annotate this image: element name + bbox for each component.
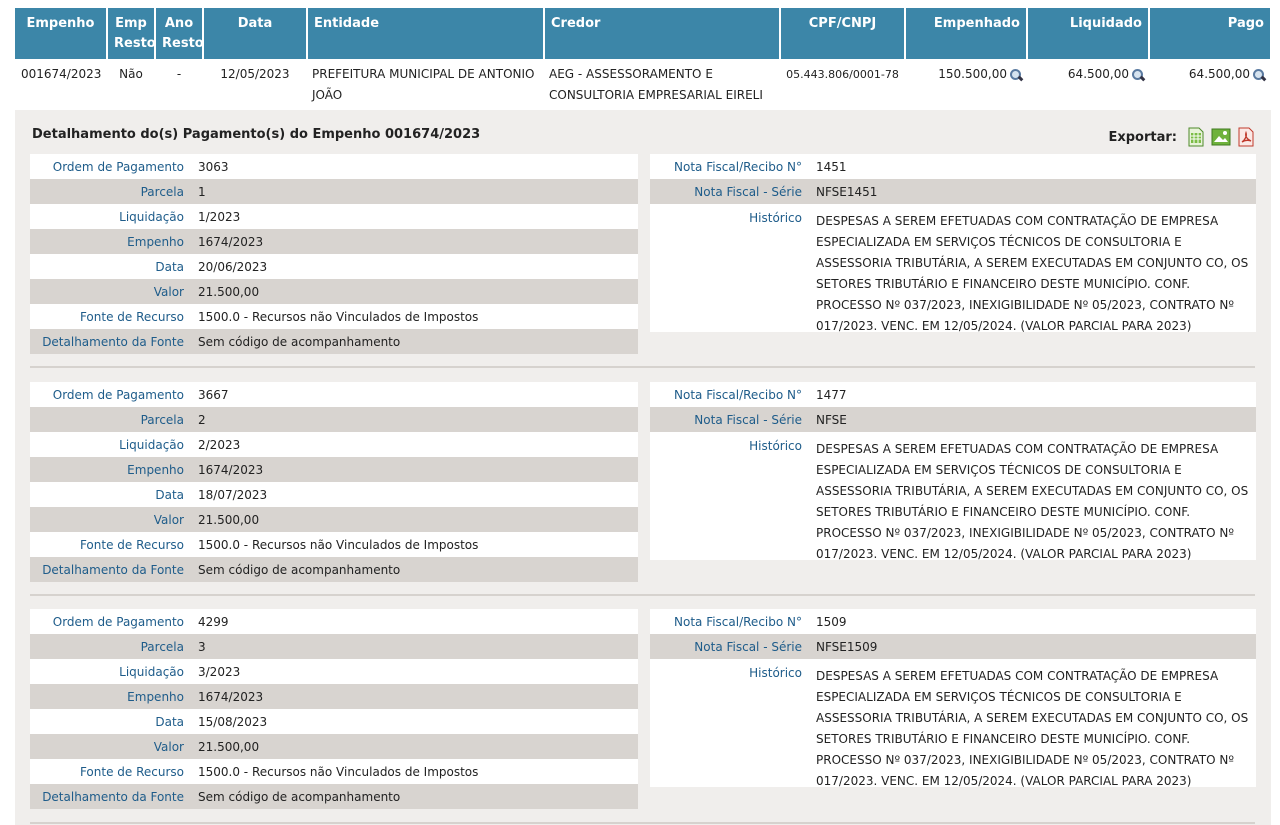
value-ordem: 3667: [198, 387, 229, 402]
cell-empenhado: [905, 59, 1027, 107]
list-item: [30, 659, 638, 684]
list-item: [30, 382, 638, 407]
value-detalhamento: Sem código de acompanhamento: [198, 562, 401, 577]
list-item: [650, 634, 1256, 659]
list-item: [650, 204, 1256, 332]
label-data: Data: [155, 259, 184, 274]
cell-credor: AEG - ASSESSORAMENTO E CONSULTORIA EMPRESARIAL EIRELI: [549, 67, 763, 102]
value-empenho: 1674/2023: [198, 689, 264, 704]
label-parcela: Parcela: [140, 639, 184, 654]
list-item: [30, 229, 638, 254]
value-detalhamento: Sem código de acompanhamento: [198, 334, 401, 349]
label-data: Data: [155, 487, 184, 502]
list-item: [650, 659, 1256, 787]
header-pago[interactable]: Pago: [1149, 8, 1270, 59]
cell-empenho: 001674/2023: [21, 67, 102, 81]
magnifier-icon[interactable]: [1132, 69, 1144, 81]
value-ordem: 4299: [198, 614, 229, 629]
label-detalhamento: Detalhamento da Fonte: [42, 562, 184, 577]
header-cpf-cnpj[interactable]: CPF/CNPJ: [780, 8, 905, 59]
value-liquidacao: 2/2023: [198, 437, 241, 452]
list-item: [30, 609, 638, 634]
block-divider: [30, 594, 1255, 596]
empenho-summary-table: [15, 8, 1270, 107]
label-ordem: Ordem de Pagamento: [52, 387, 184, 402]
list-item: [650, 154, 1256, 179]
value-serie: NFSE1451: [816, 184, 878, 199]
header-empenho[interactable]: Empenho: [15, 8, 107, 59]
label-valor: Valor: [153, 284, 184, 299]
value-historico: DESPESAS A SEREM EFETUADAS COM CONTRATAÇÃO DE EMPRESA ESPECIALIZADA EM SERVIÇOS TÉCNICOS DE CONSULTORIA E ASSESSORIA TRIBUTÁRIA, A SEREM EXECUTADAS EM CONJUNTO CO, OS SETORES TRIBUTÁRIO E FINANCEIRO DESTE MUNICÍPIO. CONF. PROCESSO Nº 037/2023, INEXIGIBILIDADE Nº 05/2023, CONTRATO Nº 017/2023. VENC. EM 12/05/2024. (VALOR PARCIAL PARA 2023): [816, 214, 1249, 333]
label-parcela: Parcela: [140, 184, 184, 199]
label-liquidacao: Liquidação: [119, 664, 184, 679]
label-liquidacao: Liquidação: [119, 209, 184, 224]
value-ordem: 3063: [198, 159, 229, 174]
list-item: [30, 179, 638, 204]
list-item: [30, 784, 638, 809]
value-liquidacao: 1/2023: [198, 209, 241, 224]
payment-info: [30, 609, 638, 809]
list-item: [30, 507, 638, 532]
cell-cpf-cnpj: 05.443.806/0001-78: [786, 68, 899, 81]
value-detalhamento: Sem código de acompanhamento: [198, 789, 401, 804]
label-nota: Nota Fiscal/Recibo N°: [674, 387, 802, 402]
value-fonte: 1500.0 - Recursos não Vinculados de Impostos: [198, 309, 479, 324]
list-item: [30, 154, 638, 179]
list-item: [30, 407, 638, 432]
list-item: [30, 457, 638, 482]
list-item: [650, 179, 1256, 204]
header-ano-resto[interactable]: Ano Resto: [155, 8, 203, 59]
label-valor: Valor: [153, 512, 184, 527]
value-serie: NFSE1509: [816, 639, 878, 654]
list-item: [30, 532, 638, 557]
label-detalhamento: Detalhamento da Fonte: [42, 334, 184, 349]
payment-info: [30, 382, 638, 582]
value-serie: NFSE: [816, 412, 847, 427]
header-empenhado[interactable]: Empenhado: [905, 8, 1027, 59]
label-fonte: Fonte de Recurso: [79, 764, 184, 779]
invoice-info: [650, 382, 1256, 560]
label-fonte: Fonte de Recurso: [79, 537, 184, 552]
panel-title: Detalhamento do(s) Pagamento(s) do Empenho 001674/2023: [32, 127, 481, 142]
block-divider: [30, 822, 1255, 824]
header-emp-resto[interactable]: Emp Resto: [107, 8, 155, 59]
label-detalhamento: Detalhamento da Fonte: [42, 789, 184, 804]
value-data: 15/08/2023: [198, 714, 268, 729]
liquidado-value: 64.500,00: [1067, 67, 1129, 81]
value-nota: 1509: [816, 614, 847, 629]
label-nota: Nota Fiscal/Recibo N°: [674, 159, 802, 174]
value-liquidacao: 3/2023: [198, 664, 241, 679]
value-parcela: 2: [198, 412, 206, 427]
pdf-icon[interactable]: [1237, 127, 1255, 147]
value-fonte: 1500.0 - Recursos não Vinculados de Impostos: [198, 764, 479, 779]
list-item: [30, 254, 638, 279]
image-icon[interactable]: [1211, 127, 1231, 147]
value-historico: DESPESAS A SEREM EFETUADAS COM CONTRATAÇÃO DE EMPRESA ESPECIALIZADA EM SERVIÇOS TÉCNICOS DE CONSULTORIA E ASSESSORIA TRIBUTÁRIA, A SEREM EXECUTADAS EM CONJUNTO CO, OS SETORES TRIBUTÁRIO E FINANCEIRO DESTE MUNICÍPIO. CONF. PROCESSO Nº 037/2023, INEXIGIBILIDADE Nº 05/2023, CONTRATO Nº 017/2023. VENC. EM 12/05/2024. (VALOR PARCIAL PARA 2023): [816, 442, 1249, 561]
value-nota: 1477: [816, 387, 847, 402]
list-item: [650, 382, 1256, 407]
header-liquidado[interactable]: Liquidado: [1027, 8, 1149, 59]
empenhado-value: 150.500,00: [938, 67, 1007, 81]
block-divider: [30, 366, 1255, 368]
list-item: [30, 432, 638, 457]
label-ordem: Ordem de Pagamento: [52, 159, 184, 174]
label-serie: Nota Fiscal - Série: [694, 184, 802, 199]
value-valor: 21.500,00: [198, 739, 260, 754]
list-item: [650, 609, 1256, 634]
label-liquidacao: Liquidação: [119, 437, 184, 452]
list-item: [30, 329, 638, 354]
list-item: [30, 557, 638, 582]
label-empenho: Empenho: [127, 462, 184, 477]
list-item: [650, 432, 1256, 560]
list-item: [30, 204, 638, 229]
label-data: Data: [155, 714, 184, 729]
value-parcela: 1: [198, 184, 206, 199]
label-nota: Nota Fiscal/Recibo N°: [674, 614, 802, 629]
magnifier-icon[interactable]: [1253, 69, 1265, 81]
label-empenho: Empenho: [127, 689, 184, 704]
label-empenho: Empenho: [127, 234, 184, 249]
cell-emp-resto: Não: [119, 67, 143, 81]
label-historico: Histórico: [749, 666, 802, 680]
export-toolbar: [1108, 127, 1255, 147]
label-fonte: Fonte de Recurso: [79, 309, 184, 324]
invoice-info: [650, 154, 1256, 332]
value-empenho: 1674/2023: [198, 234, 264, 249]
payment-detail-panel: [15, 110, 1271, 825]
list-item: [30, 759, 638, 784]
list-item: [30, 304, 638, 329]
spreadsheet-icon[interactable]: [1187, 127, 1205, 147]
value-valor: 21.500,00: [198, 512, 260, 527]
summary-header-row: [15, 8, 1270, 59]
label-ordem: Ordem de Pagamento: [52, 614, 184, 629]
table-row: [15, 59, 1270, 107]
value-parcela: 3: [198, 639, 206, 654]
export-label: Exportar:: [1108, 129, 1177, 145]
label-historico: Histórico: [749, 211, 802, 225]
list-item: [30, 279, 638, 304]
list-item: [30, 709, 638, 734]
pago-value: 64.500,00: [1188, 67, 1250, 81]
cell-liquidado: [1027, 59, 1149, 107]
label-serie: Nota Fiscal - Série: [694, 639, 802, 654]
value-valor: 21.500,00: [198, 284, 260, 299]
label-parcela: Parcela: [140, 412, 184, 427]
list-item: [30, 482, 638, 507]
payment-info: [30, 154, 638, 354]
invoice-info: [650, 609, 1256, 787]
label-valor: Valor: [153, 739, 184, 754]
value-nota: 1451: [816, 159, 847, 174]
magnifier-icon[interactable]: [1010, 69, 1022, 81]
value-fonte: 1500.0 - Recursos não Vinculados de Impostos: [198, 537, 479, 552]
header-credor[interactable]: Credor: [544, 8, 780, 59]
label-historico: Histórico: [749, 439, 802, 453]
list-item: [30, 734, 638, 759]
value-historico: DESPESAS A SEREM EFETUADAS COM CONTRATAÇÃO DE EMPRESA ESPECIALIZADA EM SERVIÇOS TÉCNICOS DE CONSULTORIA E ASSESSORIA TRIBUTÁRIA, A SEREM EXECUTADAS EM CONJUNTO CO, OS SETORES TRIBUTÁRIO E FINANCEIRO DESTE MUNICÍPIO. CONF. PROCESSO Nº 037/2023, INEXIGIBILIDADE Nº 05/2023, CONTRATO Nº 017/2023. VENC. EM 12/05/2024. (VALOR PARCIAL PARA 2023): [816, 669, 1249, 788]
value-data: 18/07/2023: [198, 487, 268, 502]
cell-entidade: PREFEITURA MUNICIPAL DE ANTONIO JOÃO: [312, 67, 535, 102]
cell-ano-resto: -: [176, 67, 182, 81]
list-item: [30, 634, 638, 659]
value-empenho: 1674/2023: [198, 462, 264, 477]
cell-data: 12/05/2023: [220, 67, 290, 81]
list-item: [650, 407, 1256, 432]
header-data[interactable]: Data: [203, 8, 307, 59]
label-serie: Nota Fiscal - Série: [694, 412, 802, 427]
cell-pago: [1149, 59, 1270, 107]
value-data: 20/06/2023: [198, 259, 268, 274]
list-item: [30, 684, 638, 709]
header-entidade[interactable]: Entidade: [307, 8, 544, 59]
